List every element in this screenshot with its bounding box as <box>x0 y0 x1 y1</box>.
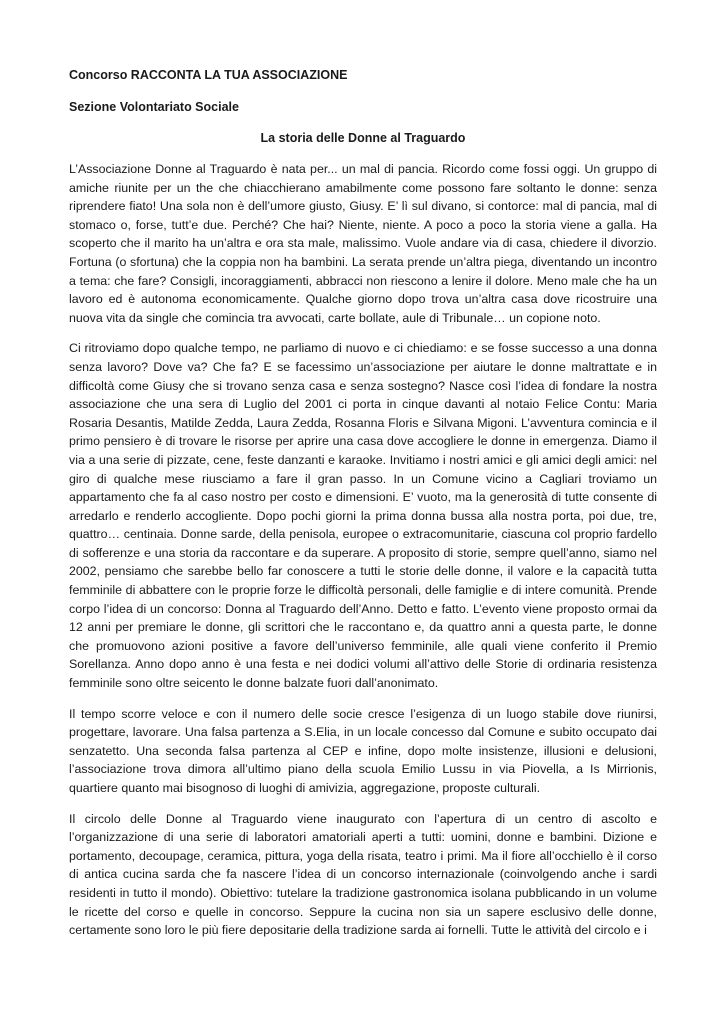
body-paragraph-4: Il circolo delle Donne al Traguardo viene inaugurato con l’apertura di un centro di ascolto e l’organizzazione di una serie di laboratori amatoriali aperti a tutti: uomini, donne e bambini. Dizione e portamento, decoupage, ceramica, pittura, yoga della risata, teatro i primi. Ma il fiore all’occhiello è il corso di antica cucina sarda che fa nascere l’idea di un concorso internazionale (coinvolgendo anche i sardi residenti in tutto il mondo). Obiettivo: tutelare la tradizione gastronomica isolana pubblicando in un volume le ricette del corso e quelle in concorso. Seppure la cucina non sia un sapere esclusivo delle donne, certamente sono loro le più fiere depositarie della tradizione sarda ai fornelli. Tutte le attività del circolo e i <box>69 811 657 938</box>
document-title: La storia delle Donne al Traguardo <box>260 131 466 145</box>
document-page <box>69 66 657 940</box>
body-paragraph-2: Ci ritroviamo dopo qualche tempo, ne parliamo di nuovo e ci chiediamo: e se fosse successo a una donna senza lavoro? Dove va? Che fa? E se facessimo un’associazione per aiutare le donne maltrattate e in difficoltà come Giusy che si trovano senza casa e senza sostegno? Nasce così l’idea di fondare la nostra associazione che una sera di Luglio del 2001 ci porta in cinque davanti al notaio Felice Contu: Maria Rosaria Desantis, Matilde Zedda, Laura Zedda, Rosanna Floris e Silvana Migoni. L’avventura comincia e il primo pensiero è di trovare le risorse per aprire una casa dove accogliere le donne in emergenza. Diamo il via a una serie di pizzate, cene, feste danzanti e karaoke. Invitiamo i nostri amici e gli amici degli amici: nel giro di qualche mese riusciamo a fare il gran passo. In un Comune vicino a Cagliari troviamo un appartamento che fa al caso nostro per costo e dimensioni. E’ vuoto, ma la generosità di tutte consente di arredarlo e renderlo accogliente. Dopo pochi giorni la prima donna bussa alla nostra porta, poi due, tre, quattro… centinaia. Donne sarde, della penisola, europee o extracomunitarie, ciascuna col proprio fardello di sofferenze e una storia da raccontare e da superare. A proposito di storie, sempre quell’anno, siamo nel 2002, pensiamo che sarebbe bello far conoscere a tutti le storie delle donne, il valore e la capacità tutta femminile di abbattere con le proprie forze le difficoltà personali, delle famiglie e di intere comunità. Prende corpo l’idea di un concorso: Donna al Traguardo dell’Anno. Detto e fatto. L’evento viene proposto ormai da 12 anni per premiare le donne, gli scrittori che le raccontano e, da quattro anni a questa parte, le donne che promuovono azioni positive a favore dell’universo femminile, alle quali viene conferito il Premio Sorellanza. Anno dopo anno è una festa e nei dodici volumi all’attivo delle Storie di ordinaria resistenza femminile sono oltre seicento le donne balzate fuori dall’anonimato. <box>69 341 657 691</box>
section-heading: Sezione Volontariato Sociale <box>69 100 239 114</box>
body-paragraph-3: Il tempo scorre veloce e con il numero delle socie cresce l’esigenza di un luogo stabile dove riunirsi, progettare, lavorare. Una falsa partenza a S.Elia, in un locale concesso dal Comune e subito occupato dai senzatetto. Una seconda falsa partenza al CEP e infine, dopo molte insistenze, illusioni e delusioni, l’associazione trova dimora all’ultimo piano della scuola Emilio Lussu in via Piovella, a Is Mirrionis, quartiere quanto mai bisognoso di luoghi di amivizia, aggregazione, proposte culturali. <box>69 706 657 795</box>
competition-heading: Concorso RACCONTA LA TUA ASSOCIAZIONE <box>69 68 348 82</box>
body-paragraph-1: L’Associazione Donne al Traguardo è nata per... un mal di pancia. Ricordo come fossi oggi. Un gruppo di amiche riunite per un the che chiacchierano amabilmente come possono fare soltanto le donne: senza riprendere fiato! Una sola non è dell’umore giusto, Giusy. E’ lì sul divano, si contorce: mal di pancia, mal di stomaco o, forse, tutt’e due. Perché? Che hai? Niente, niente. A poco a poco la storia viene a galla. Ha scoperto che il marito ha un’altra e ora sta male, malissimo. Vuole andare via di casa, chiedere il divorzio. Fortuna (o sfortuna) che la coppia non ha bambini. La serata prende un’altra piega, diventando un incontro a tema: che fare? Consigli, incoraggiamenti, abbracci non riescono a lenire il dolore. Meno male che ha un lavoro ed è autonoma economicamente. Qualche giorno dopo trova un’altra casa dove ricostruire una nuova vita da single che comincia tra avvocati, carte bollate, aule di Tribunale… un copione noto. <box>69 162 657 325</box>
